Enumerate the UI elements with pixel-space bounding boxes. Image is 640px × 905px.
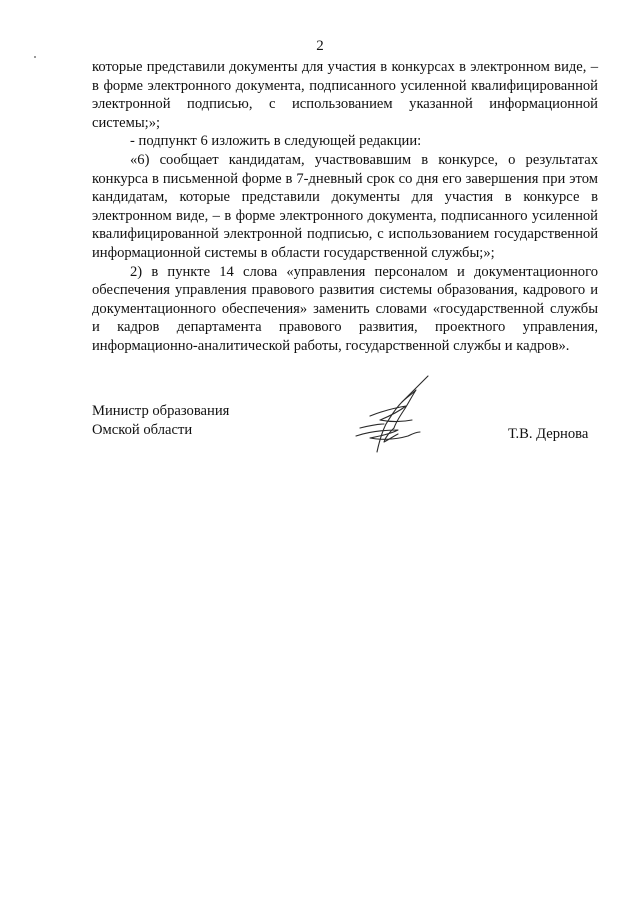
scan-dot xyxy=(34,56,36,58)
signatory-title-line-2: Омской области xyxy=(92,422,193,438)
page-number: 2 xyxy=(316,38,324,54)
signatory-title xyxy=(92,402,229,440)
paragraph-subitem-6-text: «6) сообщает кандидатам, участвовавшим в конкурсе, о результатах конкурса в письменной форме в 7-дневный срок со дня его завершения при этом кандидатам, которые представили документы для участия в конкурсе в электронном виде, – в форме электронного документа, подписанного усиленной квалифицированной электронной подписью, с использованием государственной информационной системы в области государственной службы;»; xyxy=(92,151,598,261)
paragraph-continuation: которые представили документы для участия в конкурсах в электронном виде, – в форме электронного документа, подписанного усиленной квалифицированной электронной подписью, с использованием указанной информационной системы;»; xyxy=(92,59,598,131)
signatory-title-line-1: Министр образования xyxy=(92,403,230,419)
paragraph-item-2: 2) в пункте 14 слова «управления персоналом и документационного обеспечения управления правового развития системы образования, кадрового и документационного обеспечения» заменить словами «государственной службы и кадров департамента правового развития, проектного управления, информационно-аналитической работы, государственной службы и кадров». xyxy=(92,263,598,354)
signatory-name: Т.В. Дернова xyxy=(508,426,589,442)
handwritten-signature xyxy=(350,372,440,460)
paragraph-subitem-6-intro: - подпункт 6 изложить в следующей редакции: xyxy=(130,133,422,150)
document-body xyxy=(92,58,598,356)
